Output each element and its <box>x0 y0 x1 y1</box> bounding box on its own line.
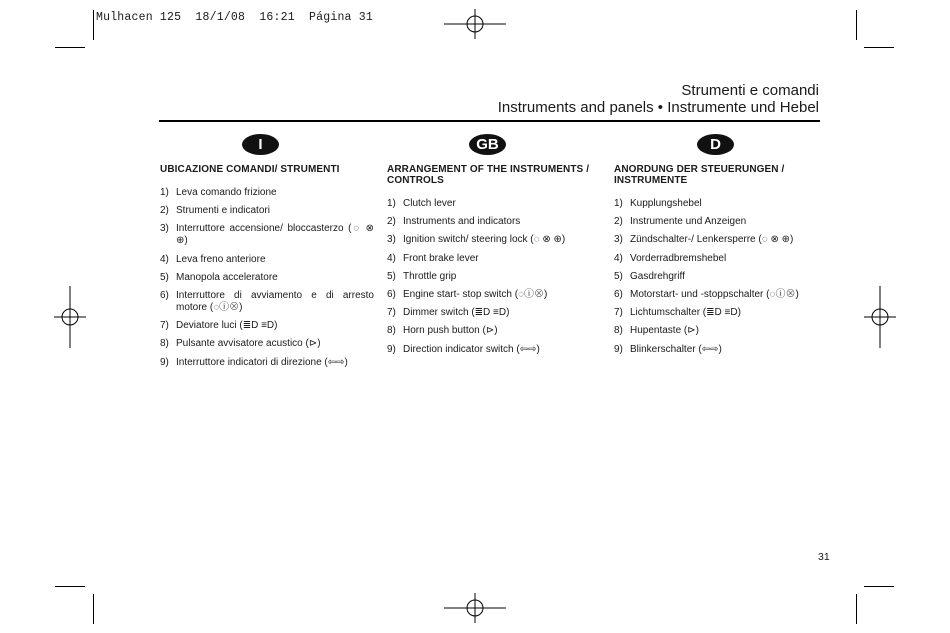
crop-mark <box>864 47 894 48</box>
list-item: 5) Gasdrehgriff <box>614 270 685 282</box>
list-item: 5) Throttle grip <box>387 270 457 282</box>
crop-mark <box>93 594 94 624</box>
list-item: 6) Engine start- stop switch (◌ⓘ⊗) <box>387 288 548 300</box>
crop-mark <box>55 47 85 48</box>
list-item: 2) Instrumente und Anzeigen <box>614 216 747 228</box>
list-item: 1) Clutch lever <box>387 198 456 209</box>
controls-list <box>614 198 828 356</box>
list-item: 6) Interruttore di avviamento e di arresto motore (◌ⓘ⊗) <box>160 289 374 313</box>
registration-mark-top <box>444 9 506 39</box>
language-badge-de: D <box>697 134 734 155</box>
list-item: 1) Kupplungshebel <box>614 198 702 209</box>
list-item: 3) Zündschalter-/ Lenkersperre (◌ ⊗ ⊕) <box>614 234 794 246</box>
list-item: 4) Vorderradbremshebel <box>614 252 727 264</box>
title-rule <box>159 120 820 122</box>
list-item: 5) Manopola acceleratore <box>160 271 278 283</box>
page-subtitle: Instruments and panels • Instrumente und Hebel <box>497 99 819 116</box>
list-item: 7) Dimmer switch (≣D ≡D) <box>387 307 510 319</box>
list-item: 9) Interruttore indicatori di direzione (⇦⇨) <box>160 356 348 368</box>
column-italian <box>160 164 374 375</box>
crop-mark <box>856 594 857 624</box>
list-item: 8) Hupentaste (⊳) <box>614 325 699 337</box>
print-slug: Mulhacen 125 18/1/08 16:21 Página 31 <box>96 11 373 24</box>
column-heading: UBICAZIONE COMANDI/ STRUMENTI <box>160 164 340 175</box>
column-heading: ARRANGEMENT OF THE INSTRUMENTS / CONTROLS <box>387 164 590 186</box>
crop-mark <box>864 586 894 587</box>
crop-mark <box>55 586 85 587</box>
column-heading: ANORDUNG DER STEUERUNGEN / INSTRUMENTE <box>614 164 785 186</box>
list-item: 9) Blinkerschalter (⇦⇨) <box>614 343 722 355</box>
list-item: 8) Pulsante avvisatore acustico (⊳) <box>160 338 321 350</box>
list-item: 4) Leva freno anteriore <box>160 253 266 265</box>
language-badge-it: I <box>242 134 279 155</box>
list-item: 9) Direction indicator switch (⇦⇨) <box>387 343 540 355</box>
page-number: 31 <box>818 551 830 563</box>
list-item: 6) Motorstart- und -stoppschalter (◌ⓘ⊗) <box>614 288 799 300</box>
list-item: 7) Lichtumschalter (≣D ≡D) <box>614 307 741 319</box>
registration-mark-bottom <box>444 593 506 623</box>
column-german <box>614 164 828 362</box>
page-title: Strumenti e comandi <box>681 82 819 99</box>
list-item: 1) Leva comando frizione <box>160 187 277 198</box>
registration-mark-right <box>864 286 896 348</box>
controls-list <box>387 198 601 356</box>
crop-mark <box>93 10 94 40</box>
column-english <box>387 164 601 362</box>
list-item: 3) Ignition switch/ steering lock (◌ ⊗ ⊕) <box>387 234 566 246</box>
controls-list <box>160 187 374 369</box>
list-item: 7) Deviatore luci (≣D ≡D) <box>160 320 278 332</box>
crop-mark <box>856 10 857 40</box>
list-item: 2) Instruments and indicators <box>387 216 521 228</box>
registration-mark-left <box>54 286 86 348</box>
language-badge-gb: GB <box>469 134 506 155</box>
list-item: 2) Strumenti e indicatori <box>160 205 270 217</box>
list-item: 3) Interruttore accensione/ bloccasterzo (◌ ⊗ ⊕) <box>160 223 374 247</box>
list-item: 8) Horn push button (⊳) <box>387 325 498 337</box>
list-item: 4) Front brake lever <box>387 252 479 264</box>
